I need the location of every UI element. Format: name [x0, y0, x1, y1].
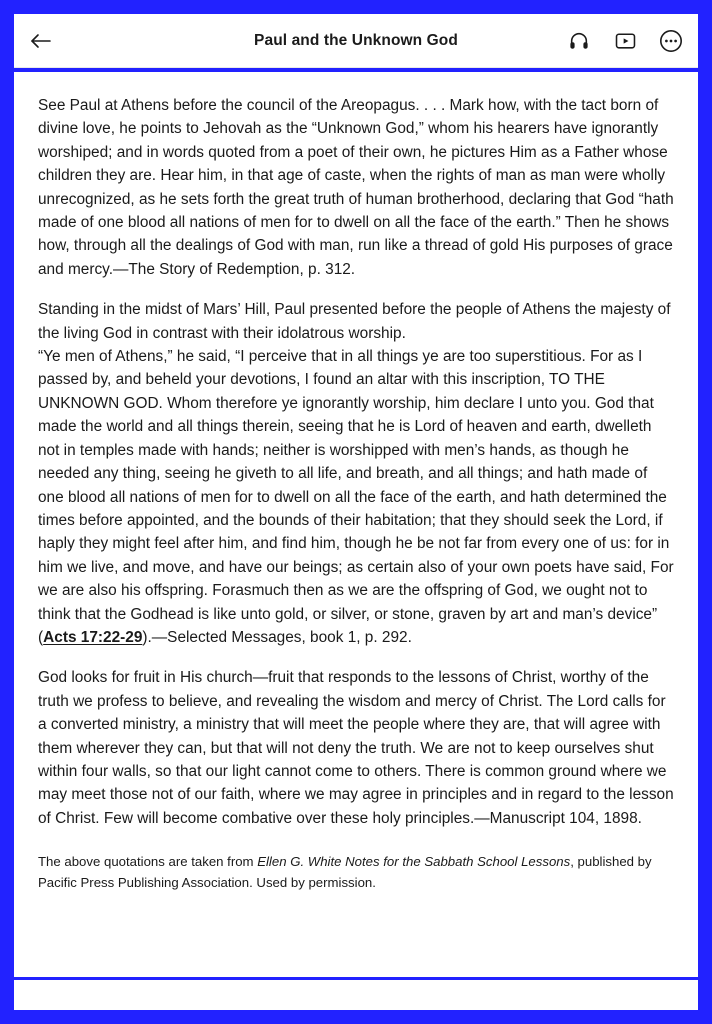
- app-header: [14, 14, 698, 68]
- scripture-reference-link[interactable]: Acts 17:22-29: [43, 628, 143, 646]
- article-content[interactable]: [14, 72, 698, 977]
- footnote-text-before: The above quotations are taken from: [38, 854, 258, 870]
- footnote-text-after: , published by Pacific Press Publishing Association. Used by permission.: [38, 854, 652, 890]
- source-footnote: [38, 852, 674, 893]
- paragraph-4: God looks for fruit in His church—fruit that responds to the lessons of Christ, worthy of the truth we profess to believe, and revealing the wisdom and mercy of Christ. The Lord calls for a converted ministry, a ministry that will meet the people where they are, that will agree with them wherever they can, but that will not deny the truth. We are not to keep ourselves shut within four walls, so that our light cannot come to others. There is common ground where we may meet those not of our faith, where we may agree in principles and in regard to the lesson of Christ. Few will become combative over these holy principles.—Manuscript 104, 1898.: [38, 669, 674, 827]
- paragraph-2: Standing in the midst of Mars’ Hill, Paul presented before the people of Athens the majesty of the living God in contrast with their idolatrous worship.: [38, 301, 671, 342]
- headphones-button[interactable]: [566, 28, 592, 54]
- back-button[interactable]: [24, 24, 58, 58]
- headphones-icon: [568, 30, 590, 52]
- more-options-icon: [659, 29, 683, 53]
- footnote-title: Ellen G. White Notes for the Sabbath School Lessons: [257, 854, 571, 870]
- paragraph-3: [38, 345, 674, 649]
- app-frame: [14, 14, 698, 1010]
- more-options-button[interactable]: [658, 28, 684, 54]
- paragraph-3-text-before: “Ye men of Athens,” he said, “I perceive that in all things ye are too superstitious. For as I passed by, and beheld your devotions, I found an altar with this inscription, TO THE UNKNOWN GOD. Whom therefore ye ignorantly worship, him declare I unto you. God that made the world and all things therein, seeing that he is Lord of heaven and earth, dwelleth not in temples made with hands; neither is worshipped with men’s hands, as though he needed any thing, seeing he giveth to all life, and breath, and all things; and hath made of one blood all nations of men for to dwell on all the face of the earth, and hath determined the times before appointed, and the bounds of their habitation; that they should seek the Lord, if haply they might feel after him, and find him, though he be not far from every one of us: for in him we live, and move, and have our beings; as certain also of your own poets have said, For we are also his offspring. Forasmuch then as we are the offspring of God, we ought not to think that the Godhead is like unto gold, or silver, or stone, graven by art and man’s device” (: [38, 348, 674, 646]
- page-title: Paul and the Unknown God: [254, 31, 458, 49]
- bottom-bar: [14, 980, 698, 1010]
- header-actions: [566, 28, 684, 54]
- video-icon: [614, 30, 637, 52]
- video-button[interactable]: [612, 28, 638, 54]
- paragraph-1: See Paul at Athens before the council of the Areopagus. . . . Mark how, with the tact born of divine love, he points to Jehovah as the “Unknown God,” whom his hearers have ignorantly worshiped; and in words quoted from a poet of their own, he pictures Him as a Father whose children they are. Hear him, in that age of caste, when the rights of man as man were wholly unrecognized, as he sets forth the great truth of human brotherhood, declaring that God “hath made of one blood all nations of men for to dwell on all the face of the earth.” Then he shows how, through all the dealings of God with man, run like a thread of gold His purposes of grace and mercy.—The Story of Redemption, p. 312.: [38, 97, 674, 278]
- arrow-left-icon: [30, 31, 52, 51]
- paragraph-3-text-after: ).—Selected Messages, book 1, p. 292.: [142, 628, 412, 646]
